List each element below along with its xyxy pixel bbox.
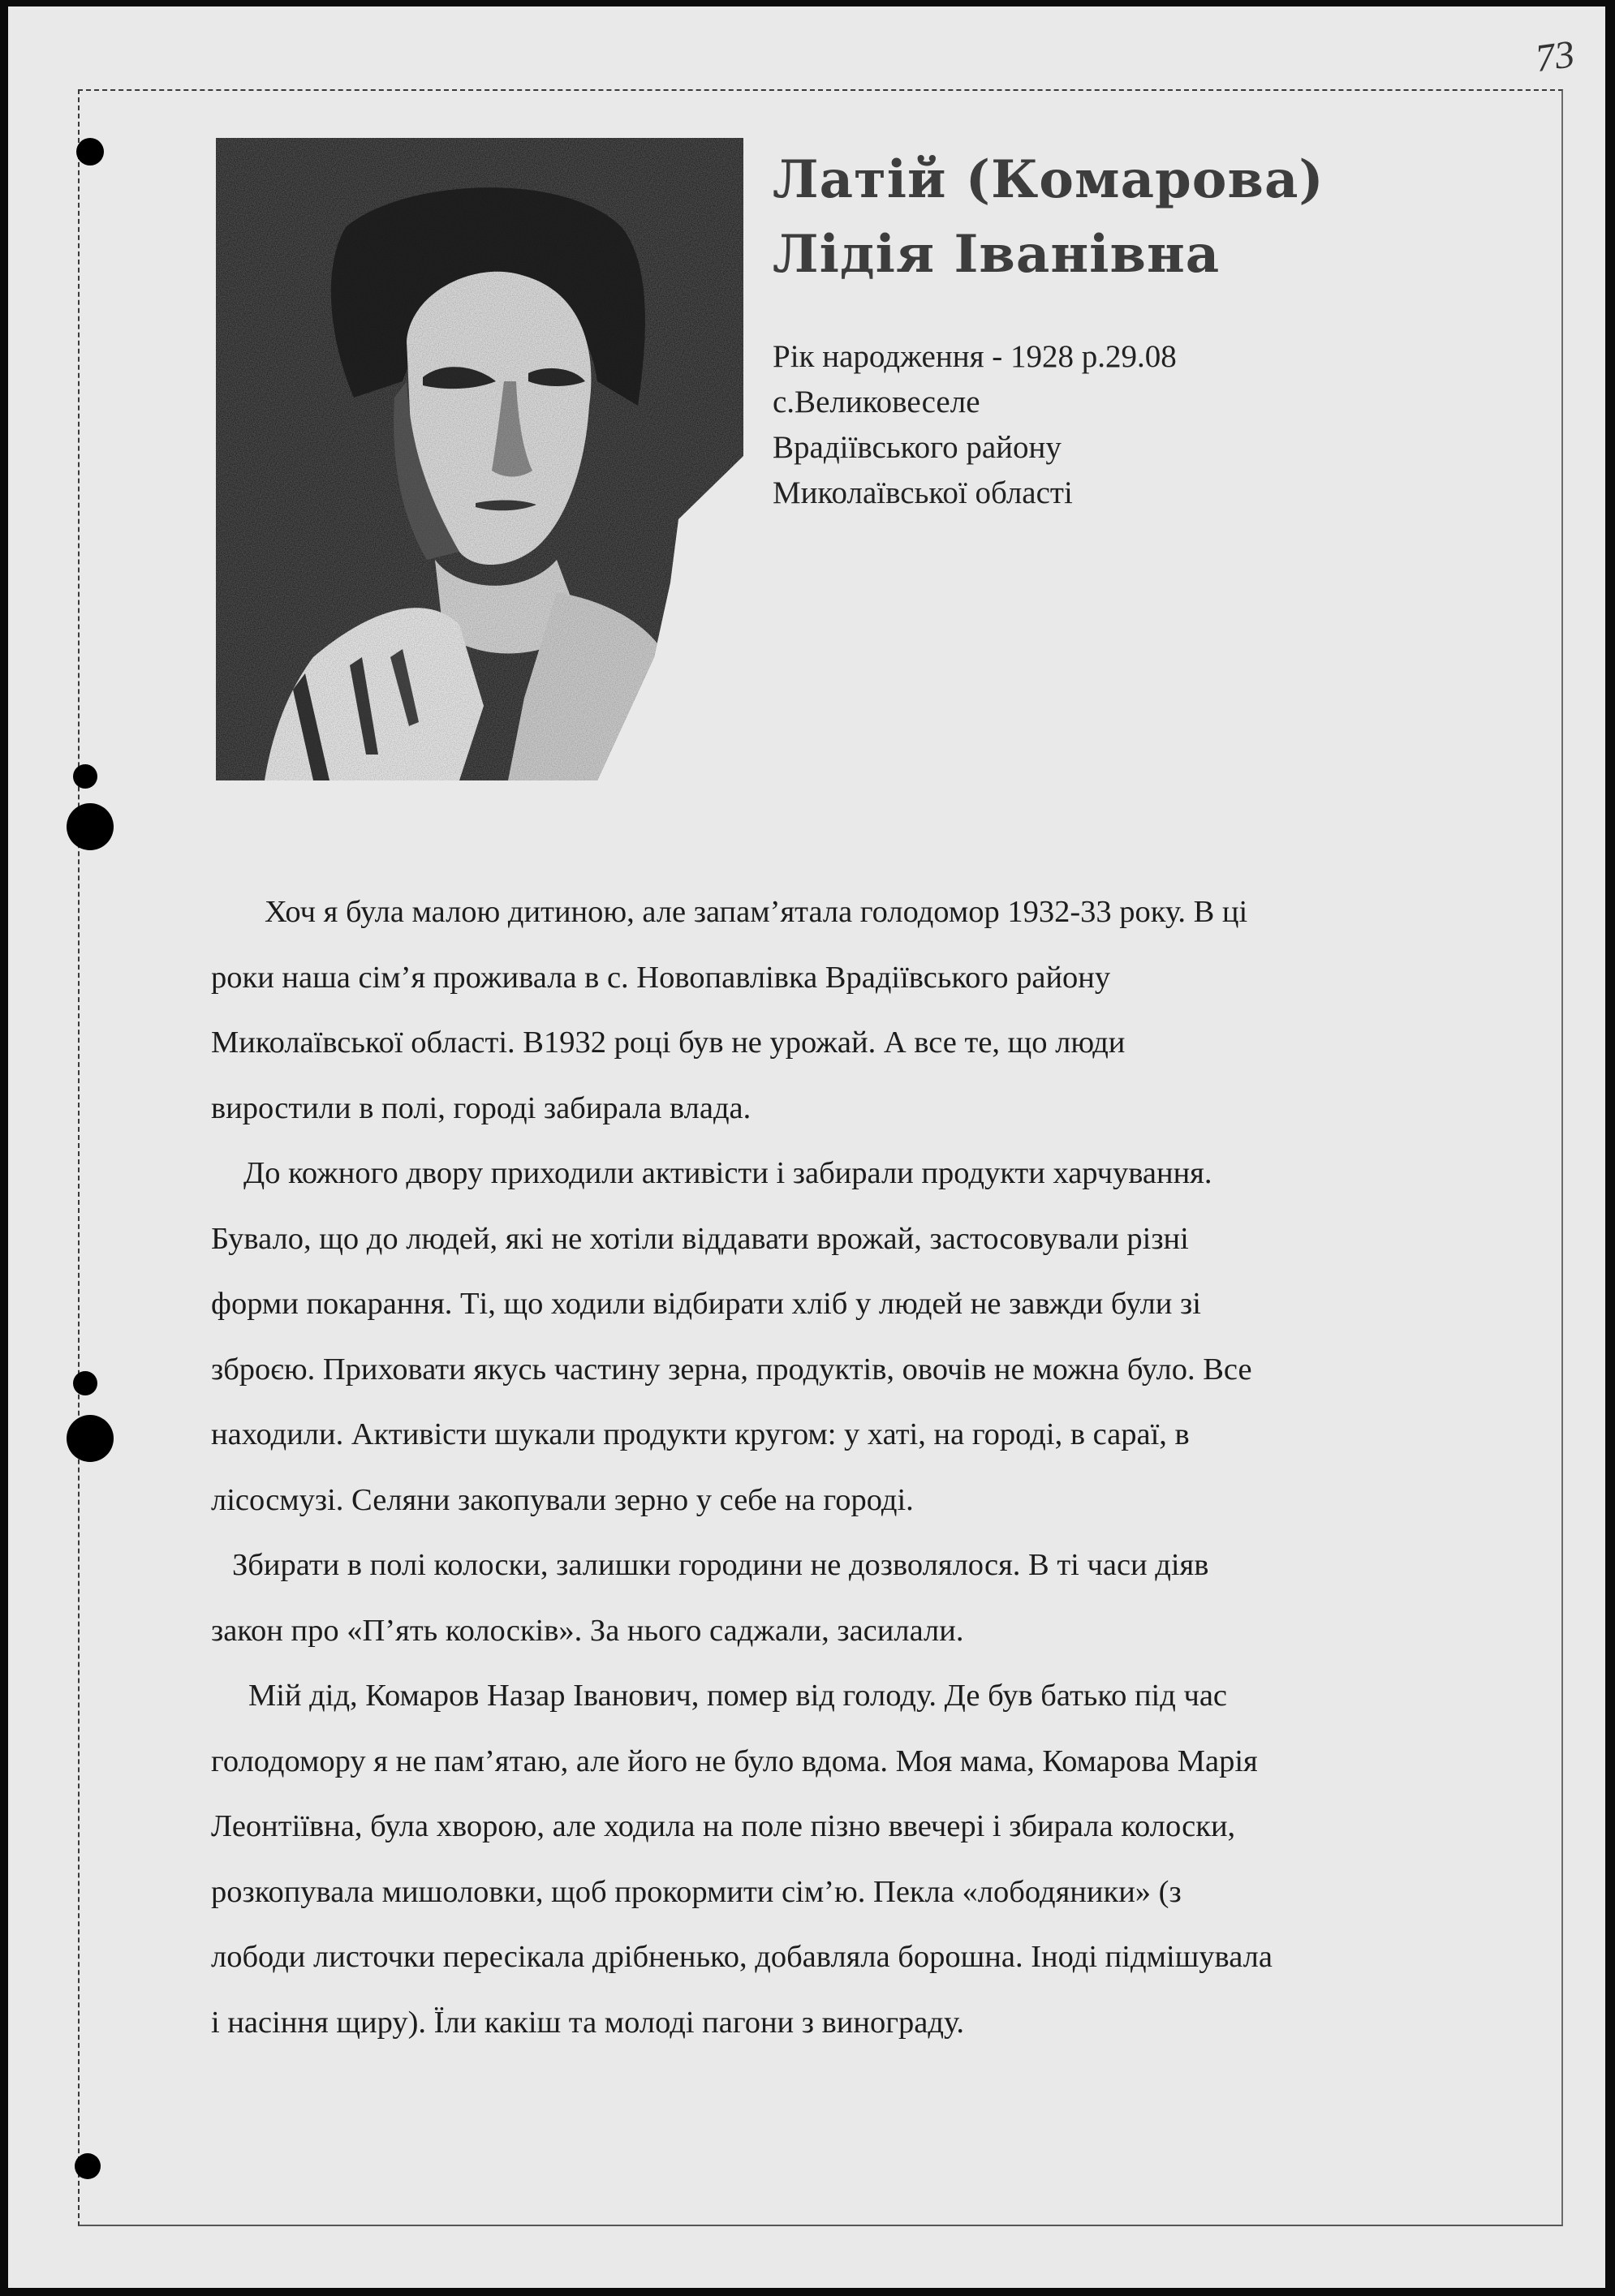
text-line: Хоч я була малою дитиною, але запам’ятала голодомор 1932-33 року. В ці	[265, 895, 1248, 929]
text-line: закон про «П’ять колосків». За нього саджали, засилали.	[211, 1613, 964, 1648]
bio-line: с.Великовеселе	[773, 385, 980, 419]
bio-line: Рік народження - 1928 р.29.08	[773, 339, 1177, 374]
person-name	[773, 143, 1503, 292]
name-line: Лідія Іванівна	[773, 224, 1221, 285]
punch-hole	[67, 1415, 114, 1462]
text-line: виростили в полі, городі забирала влада.	[211, 1090, 752, 1125]
text-line: До кожного двору приходили активісти і забирали продукти харчування.	[243, 1156, 1212, 1190]
punch-hole	[73, 1371, 97, 1395]
page-number: 73	[1532, 32, 1578, 81]
text-line: Збирати в полі колоски, залишки городини не дозволялося. В ті часи діяв	[232, 1548, 1209, 1582]
text-line: Бувало, що до людей, які не хотіли віддавати врожай, застосовували різні	[211, 1221, 1189, 1256]
text-line: находили. Активісти шукали продукти кругом: у хаті, на городі, в сараї, в	[211, 1417, 1190, 1451]
bio-line: Врадіївського району	[773, 430, 1062, 465]
punch-hole	[75, 2153, 101, 2179]
text-line: форми покарання. Ті, що ходили відбирати хліб у людей не завжди були зі	[211, 1287, 1201, 1321]
document-page	[8, 6, 1605, 2288]
text-line: Мій дід, Комаров Назар Іванович, помер від голоду. Де був батько під час	[248, 1679, 1228, 1713]
text-line: розкопувала мишоловки, щоб прокормити сім’ю. Пекла «лободяники» (з	[211, 1874, 1182, 1909]
bio-line: Миколаївської області	[773, 475, 1073, 510]
punch-hole	[67, 803, 114, 850]
portrait-photo	[216, 138, 743, 780]
testimony-text	[211, 879, 1477, 2055]
punch-hole	[76, 138, 104, 166]
text-line: голодомору я не пам’ятаю, але його не було вдома. Моя мама, Комарова Марія	[211, 1743, 1258, 1778]
name-line: Латій (Комарова)	[773, 149, 1324, 210]
bio-block	[773, 334, 1503, 516]
text-line: зброєю. Приховати якусь частину зерна, продуктів, овочів не можна було. Все	[211, 1352, 1252, 1387]
text-line: і насіння щиру). Їли какіш та молоді пагони з винограду.	[211, 2005, 964, 2040]
punch-hole	[73, 764, 97, 789]
text-line: Леонтіївна, була хворою, але ходила на поле пізно ввечері і збирала колоски,	[211, 1809, 1236, 1843]
text-line: роки наша сім’я проживала в с. Новопавлівка Врадіївського району	[211, 960, 1111, 995]
text-line: лободи листочки пересікала дрібненько, добавляла борошна. Іноді підмішувала	[211, 1940, 1273, 1974]
text-line: Миколаївської області. В1932 році був не урожай. А все те, що люди	[211, 1025, 1126, 1060]
text-line: лісосмузі. Селяни закопували зерно у себе на городі.	[211, 1482, 914, 1517]
